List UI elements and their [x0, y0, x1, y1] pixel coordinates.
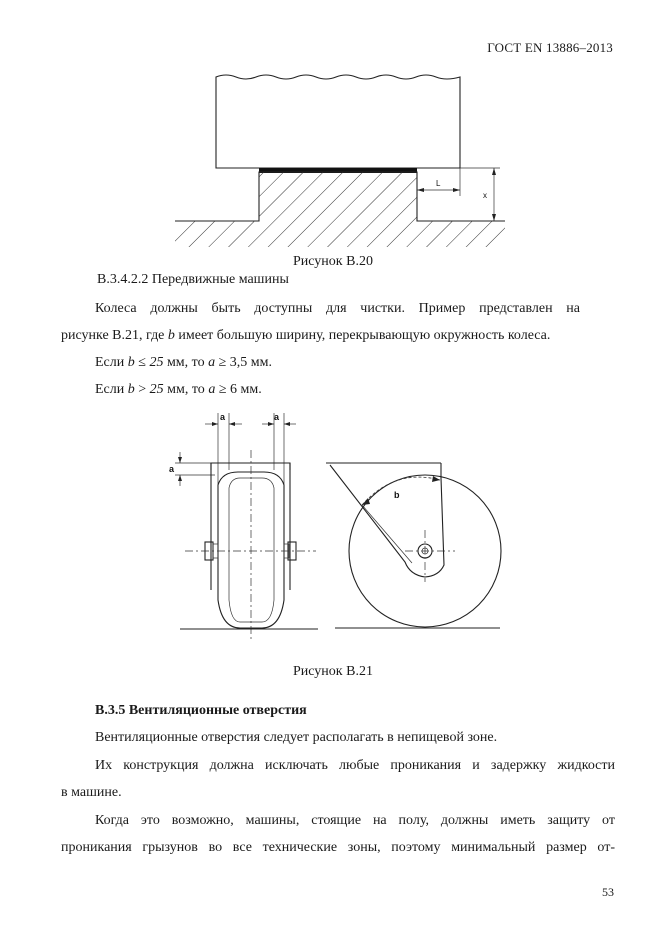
section-b35-heading: В.3.5 Вентиляционные отверстия [95, 703, 307, 718]
para-vents-1: Вентиляционные отверстия следует располагать в непищевой зоне. [95, 730, 498, 745]
document-header: ГОСТ EN 13886–2013 [487, 40, 613, 55]
section-b3422-heading: В.3.4.2.2 Передвижные машины [97, 272, 289, 287]
para-wheels-line1: Колеса должны быть доступны для чистки. Пример представлен на [95, 301, 580, 316]
label-a-right: a [274, 412, 280, 422]
condition-1: Если b ≤ 25 мм, то a ≥ 3,5 мм. [95, 355, 272, 370]
label-x: x [483, 191, 487, 200]
figure-b21-caption: Рисунок В.21 [293, 664, 373, 679]
para-vents-3-line2: проникания грызунов во все технические зоны, поэтому минимальный размер от- [61, 840, 615, 855]
para-vents-2-line2: в машине. [61, 785, 122, 800]
label-a-vertical: a [169, 464, 175, 474]
label-b: b [394, 490, 400, 500]
para-wheels-line2: рисунке В.21, где b имеет большую ширину, перекрывающую окружность колеса. [61, 328, 551, 343]
label-l: L [436, 179, 441, 188]
para-vents-2-line1: Их конструкция должна исключать любые проникания и задержку жидкости [95, 758, 615, 773]
condition-2: Если b > 25 мм, то a ≥ 6 мм. [95, 382, 262, 397]
para-vents-3-line1: Когда это возможно, машины, стоящие на полу, должны иметь защиту от [95, 813, 615, 828]
label-a-left: a [220, 412, 226, 422]
figure-b20-caption: Рисунок В.20 [293, 254, 373, 269]
page-number: 53 [602, 885, 614, 899]
